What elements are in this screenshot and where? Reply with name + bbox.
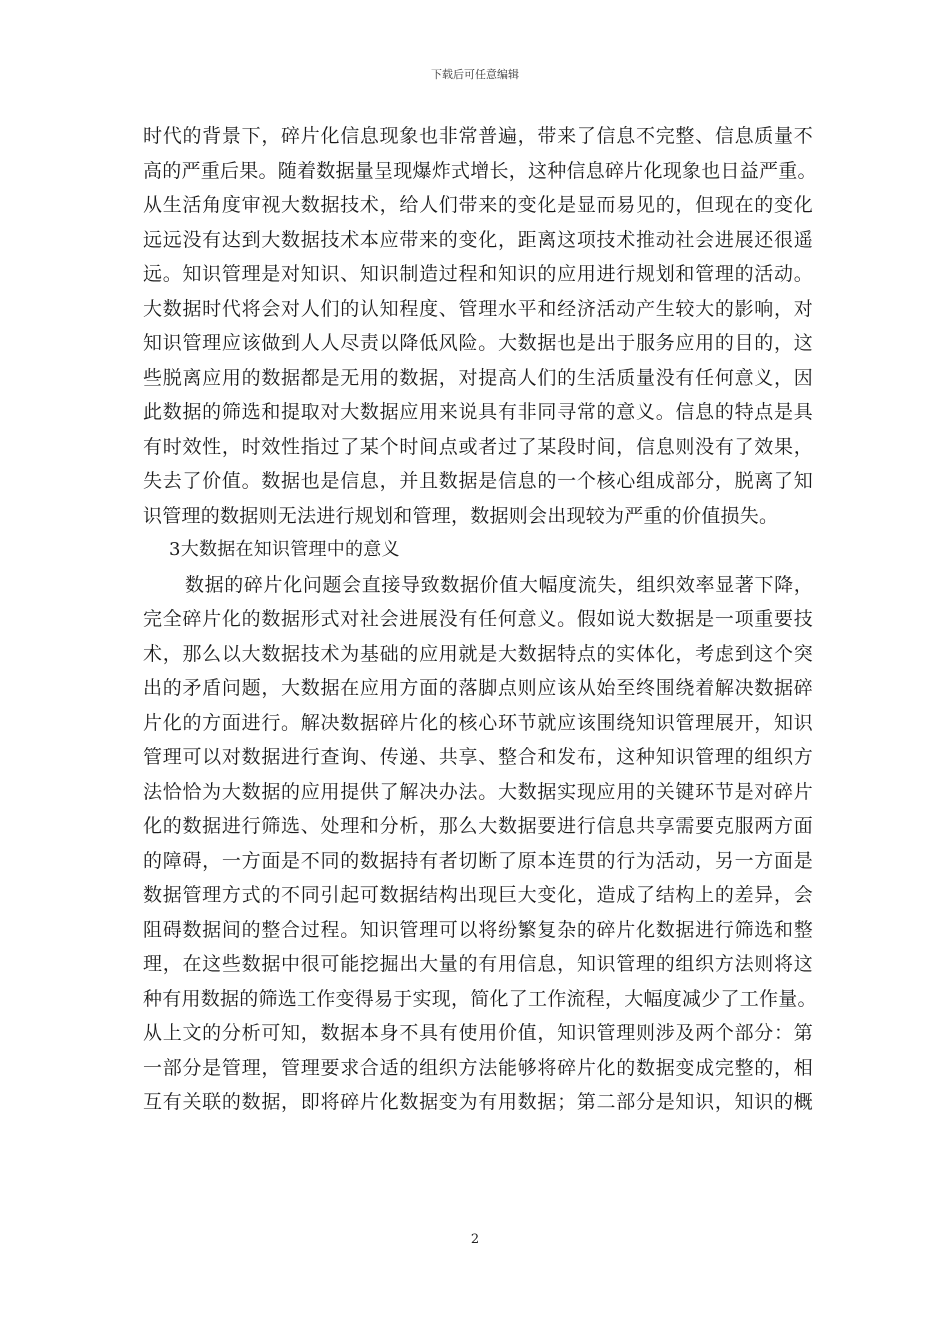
paragraph-line: 些脱离应用的数据都是无用的数据，对提高人们的生活质量没有任何意义，因 — [143, 366, 813, 389]
paragraph-line: 失去了价值。数据也是信息，并且数据是信息的一个核心组成部分，脱离了知 — [143, 470, 813, 492]
paragraph-line: 管理可以对数据进行查询、传递、共享、整合和发布，这种知识管理的组织方 — [143, 746, 813, 768]
paragraph-line: 从生活角度审视大数据技术，给人们带来的变化是显而易见的，但现在的变化 — [143, 194, 813, 216]
paragraph-line: 阻碍数据间的整合过程。知识管理可以将纷繁复杂的碎片化数据进行筛选和整 — [143, 918, 813, 941]
paragraph-line: 出的矛盾问题，大数据在应用方面的落脚点则应该从始至终围绕着解决数据碎 — [143, 677, 813, 699]
paragraph-line: 数据的碎片化问题会直接导致数据价值大幅度流失，组织效率显著下降， — [185, 573, 813, 596]
paragraph-line: 知识管理应该做到人人尽责以降低风险。大数据也是出于服务应用的目的，这 — [143, 332, 813, 354]
paragraph-line: 片化的方面进行。解决数据碎片化的核心环节就应该围绕知识管理展开，知识 — [143, 711, 813, 734]
paragraph-line: 识管理的数据则无法进行规划和管理，数据则会出现较为严重的价值损失。 — [143, 504, 779, 527]
paragraph-line: 高的严重后果。随着数据量呈现爆炸式增长，这种信息碎片化现象也日益严重。 — [143, 159, 817, 182]
paragraph-line: 大数据时代将会对人们的认知程度、管理水平和经济活动产生较大的影响，对 — [143, 297, 813, 320]
paragraph-line: 一部分是管理，管理要求合适的组织方法能够将碎片化的数据变成完整的，相 — [143, 1056, 813, 1079]
paragraph-line: 数据管理方式的不同引起可数据结构出现巨大变化，造成了结构上的差异，会 — [143, 884, 813, 906]
paragraph-line: 理，在这些数据中很可能挖掘出大量的有用信息，知识管理的组织方法则将这 — [143, 953, 813, 975]
body-text — [143, 119, 817, 1120]
paragraph-line: 从上文的分析可知，数据本身不具有使用价值，知识管理则涉及两个部分：第 — [143, 1022, 813, 1044]
section-heading: 3大数据在知识管理中的意义 — [169, 539, 400, 560]
paragraph-line: 互有关联的数据，即将碎片化数据变为有用数据；第二部分是知识，知识的概 — [143, 1091, 813, 1113]
paragraph-line: 此数据的筛选和提取对大数据应用来说具有非同寻常的意义。信息的特点是具 — [143, 401, 813, 423]
paragraph-line: 时代的背景下，碎片化信息现象也非常普遍，带来了信息不完整、信息质量不 — [143, 125, 813, 147]
paragraph-line: 法恰恰为大数据的应用提供了解决办法。大数据实现应用的关键环节是对碎片 — [143, 780, 813, 803]
paragraph-line: 完全碎片化的数据形式对社会进展没有任何意义。假如说大数据是一项重要技 — [143, 608, 813, 630]
page-header: 下载后可任意编辑 — [431, 68, 519, 81]
paragraph-line: 术，那么以大数据技术为基础的应用就是大数据特点的实体化，考虑到这个突 — [143, 642, 813, 665]
page-number: 2 — [470, 1232, 480, 1247]
paragraph-line: 的障碍，一方面是不同的数据持有者切断了原本连贯的行为活动，另一方面是 — [143, 849, 813, 872]
paragraph-line: 远。知识管理是对知识、知识制造过程和知识的应用进行规划和管理的活动。 — [143, 263, 813, 285]
paragraph-line: 种有用数据的筛选工作变得易于实现，简化了工作流程，大幅度减少了工作量。 — [143, 987, 817, 1010]
paragraph-line: 远远没有达到大数据技术本应带来的变化，距离这项技术推动社会进展还很遥 — [143, 228, 813, 251]
paragraph-line: 有时效性，时效性指过了某个时间点或者过了某段时间，信息则没有了效果， — [143, 435, 813, 458]
paragraph-line: 化的数据进行筛选、处理和分析，那么大数据要进行信息共享需要克服两方面 — [143, 815, 813, 837]
